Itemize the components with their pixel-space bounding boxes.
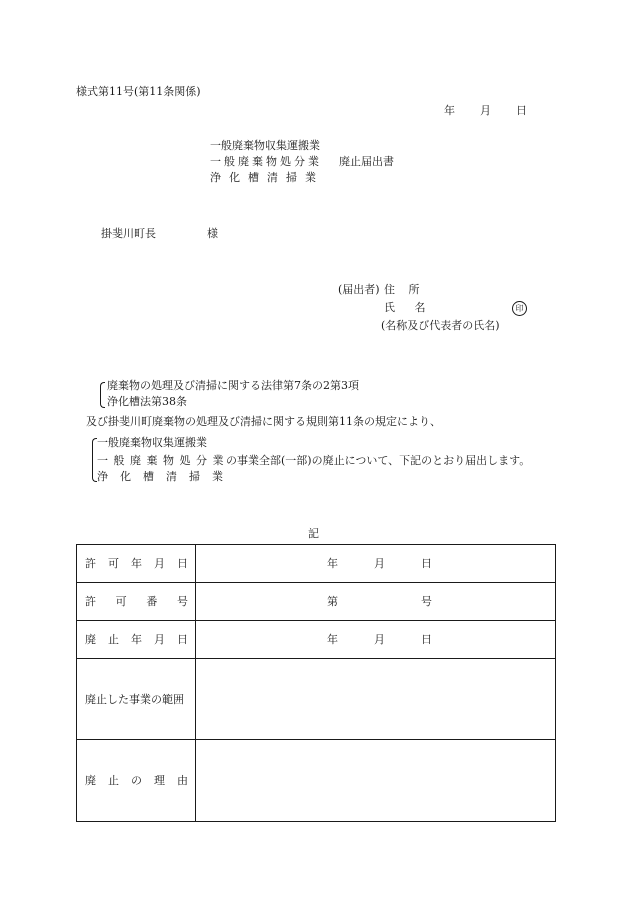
addressee-name: 掛斐川町長: [101, 227, 156, 240]
law-septic-tank: 浄化槽法第38条: [107, 395, 187, 408]
business-collection: 一般廃棄物収集運搬業: [97, 436, 207, 449]
law-brace: [100, 382, 105, 408]
permit-month: 月: [374, 556, 385, 570]
abolition-reason-label-cell: [77, 740, 196, 822]
ki-heading: 記: [308, 527, 319, 540]
abolition-statement: の事業全部(一部)の廃止について、下記のとおり届出します。: [226, 454, 531, 467]
table-row: [77, 621, 556, 659]
table-row: [77, 583, 556, 621]
address-label: 住 所: [384, 283, 425, 296]
business-septic: 浄化槽清掃業: [97, 470, 235, 483]
table-row: [77, 740, 556, 822]
document-title: 廃止届出書: [339, 155, 394, 168]
law-waste-management: 廃棄物の処理及び清掃に関する法律第7条の2第3項: [107, 379, 359, 392]
business-scope-value-cell: [196, 659, 556, 740]
date-day-label: 日: [516, 104, 527, 117]
abolition-month: 月: [374, 632, 385, 646]
business-scope-label: 廃止した事業の範囲: [85, 692, 184, 706]
permit-number-label: 許 可 番 号: [85, 595, 188, 608]
permit-year: 年: [327, 556, 338, 570]
regulation-sentence: 及び掛斐川町廃棄物の処理及び清掃に関する規則第11条の規定により、: [86, 415, 441, 428]
permit-number-prefix: 第: [327, 594, 338, 608]
permit-number-label-cell: [77, 583, 196, 621]
permit-date-label-cell: [77, 545, 196, 583]
submission-date: [444, 105, 527, 116]
permit-date-label: 許 可 年 月 日: [85, 557, 188, 570]
notifier-label: (届出者): [338, 283, 380, 296]
permit-day: 日: [421, 556, 432, 570]
date-year-label: 年: [444, 104, 455, 117]
table-row: [77, 545, 556, 583]
abolition-date-value-cell: [196, 621, 556, 659]
title-line-disposal: [210, 156, 327, 167]
abolition-day: 日: [421, 632, 432, 646]
title-line-disposal-text: 一般廃棄物処分業: [210, 155, 322, 168]
abolition-reason-label: 廃 止 の 理 由: [85, 774, 188, 787]
abolition-date-label-cell: [77, 621, 196, 659]
seal-mark: 印: [512, 301, 527, 316]
business-disposal: 一般廃棄物処分業: [97, 454, 229, 467]
permit-date-value-cell: [196, 545, 556, 583]
date-month-label: 月: [480, 104, 491, 117]
abolition-year: 年: [327, 632, 338, 646]
title-line-collection: 一般廃棄物収集運搬業: [210, 139, 320, 152]
details-table: [76, 544, 556, 822]
title-line-septic: 浄化槽清掃業: [210, 171, 324, 184]
permit-number-value-cell: [196, 583, 556, 621]
form-number: 様式第11号(第11条関係): [76, 85, 201, 98]
business-scope-label-cell: [77, 659, 196, 740]
abolition-date-label: 廃 止 年 月 日: [85, 633, 188, 646]
abolition-reason-value-cell: [196, 740, 556, 822]
representative-note: (名称及び代表者の氏名): [381, 319, 500, 332]
permit-number-suffix: 号: [421, 594, 432, 608]
name-label: 氏 名: [384, 301, 434, 314]
addressee-honorific: 様: [207, 227, 218, 240]
table-row: [77, 659, 556, 740]
